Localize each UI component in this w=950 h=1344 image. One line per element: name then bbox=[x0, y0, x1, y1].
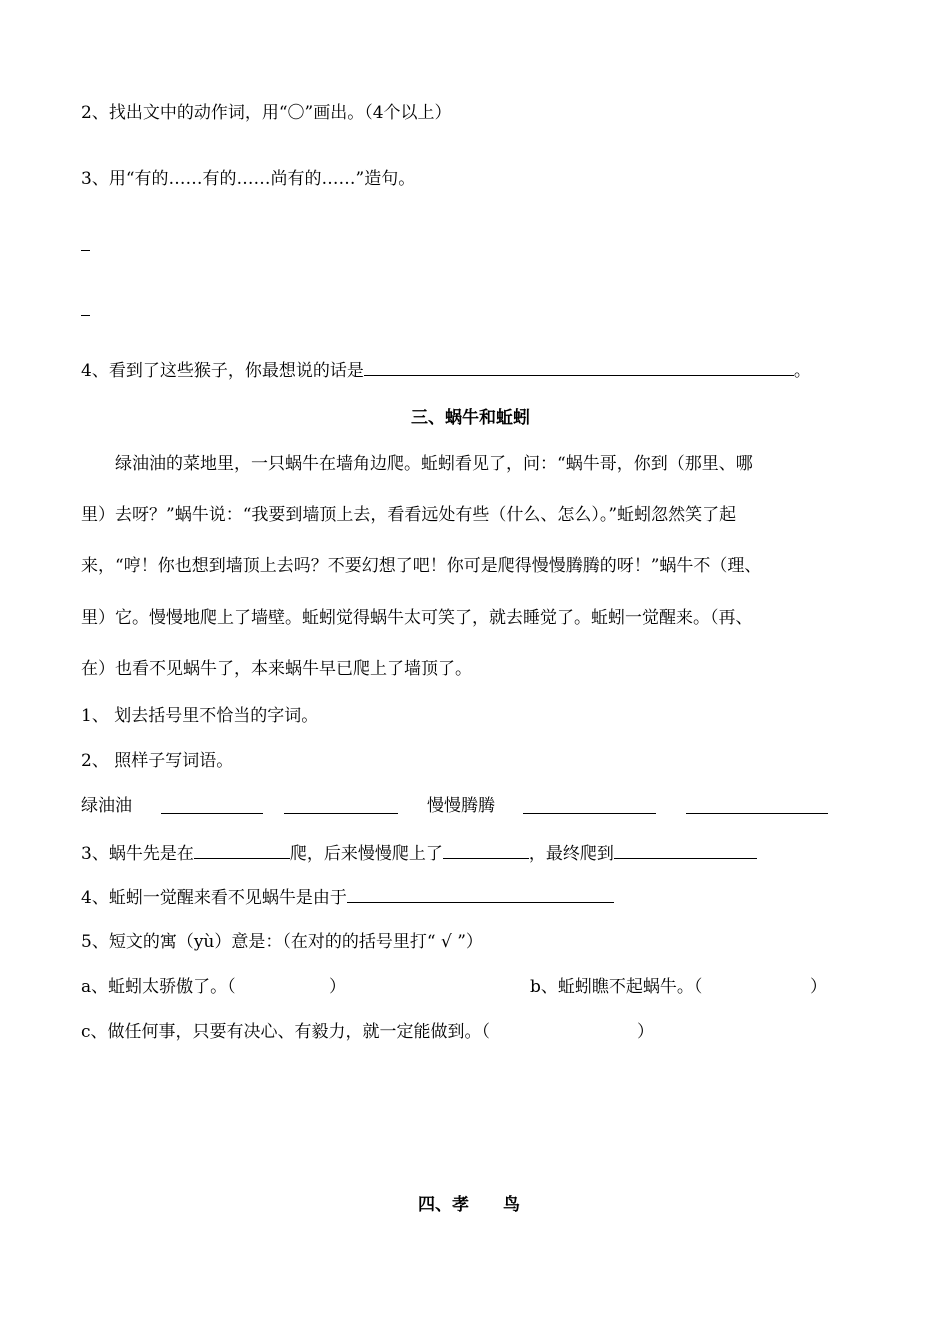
answer-blank[interactable] bbox=[686, 797, 828, 814]
paragraph-line: 来，“哼！你也想到墙顶上去吗？不要幻想了吧！你可是爬得慢慢腾腾的呀！”蜗牛不（理、 bbox=[81, 556, 762, 576]
option-c-bracket[interactable]: ） bbox=[637, 1022, 654, 1042]
answer-blank[interactable] bbox=[347, 886, 614, 903]
section-title: 三、蜗牛和蚯蚓 bbox=[411, 408, 530, 428]
answer-blank[interactable] bbox=[443, 842, 529, 859]
answer-line-2[interactable] bbox=[81, 315, 90, 316]
option-b-bracket[interactable]: ） bbox=[810, 977, 827, 997]
question-2: 2、 照样子写词语。 bbox=[81, 751, 234, 771]
paragraph-line: 里）它。慢慢地爬上了墙壁。蚯蚓觉得蜗牛太可笑了，就去睡觉了。蚯蚓一觉醒来。（再、 bbox=[81, 608, 753, 628]
example-word-2: 慢慢腾腾 bbox=[427, 796, 495, 816]
question-4 bbox=[81, 886, 614, 909]
question-4 bbox=[81, 359, 811, 382]
paragraph-line: 里）去呀？”蜗牛说：“我要到墙顶上去，看看远处有些（什么、怎么）。”蚯蚓忽然笑了起 bbox=[81, 505, 737, 525]
answer-blank[interactable] bbox=[284, 797, 398, 814]
example-word-1: 绿油油 bbox=[81, 796, 132, 816]
question-3-part: 爬，后来慢慢爬上了 bbox=[289, 844, 443, 864]
answer-blank[interactable] bbox=[364, 359, 794, 376]
answer-blank[interactable] bbox=[161, 797, 263, 814]
question-5: 5、短文的寓（yù）意是：（在对的的括号里打“ √ ”） bbox=[81, 932, 483, 952]
question-2: 2、找出文中的动作词，用“〇”画出。（4个以上） bbox=[81, 103, 452, 123]
answer-blank[interactable] bbox=[523, 797, 656, 814]
option-a-bracket[interactable]: ） bbox=[329, 977, 346, 997]
paragraph-line: 在）也看不见蜗牛了，本来蜗牛早已爬上了墙顶了。 bbox=[81, 659, 472, 679]
question-4-suffix: 。 bbox=[793, 361, 811, 381]
section-title: 四、孝 鸟 bbox=[418, 1195, 520, 1215]
answer-blank[interactable] bbox=[194, 842, 290, 859]
paragraph-line: 绿油油的菜地里，一只蜗牛在墙角边爬。蚯蚓看见了，问：“蜗牛哥，你到（那里、哪 bbox=[81, 454, 753, 474]
question-4-text: 4、蚯蚓一觉醒来看不见蜗牛是由于 bbox=[81, 888, 347, 908]
option-b: b、蚯蚓瞧不起蜗牛。（ bbox=[530, 977, 703, 997]
option-a: a、蚯蚓太骄傲了。（ bbox=[81, 977, 236, 997]
question-1: 1、 划去括号里不恰当的字词。 bbox=[81, 706, 319, 726]
question-3-part: 3、蜗牛先是在 bbox=[81, 844, 194, 864]
question-3: 3、用“有的……有的……尚有的……”造句。 bbox=[81, 169, 416, 189]
question-4-text: 4、看到了这些猴子，你最想说的话是 bbox=[81, 361, 364, 381]
question-3-part: ，最终爬到 bbox=[528, 844, 614, 864]
question-3 bbox=[81, 842, 757, 865]
answer-blank[interactable] bbox=[614, 842, 757, 859]
answer-line-1[interactable] bbox=[81, 250, 90, 251]
option-c: c、做任何事，只要有决心、有毅力，就一定能做到。（ bbox=[81, 1022, 491, 1042]
